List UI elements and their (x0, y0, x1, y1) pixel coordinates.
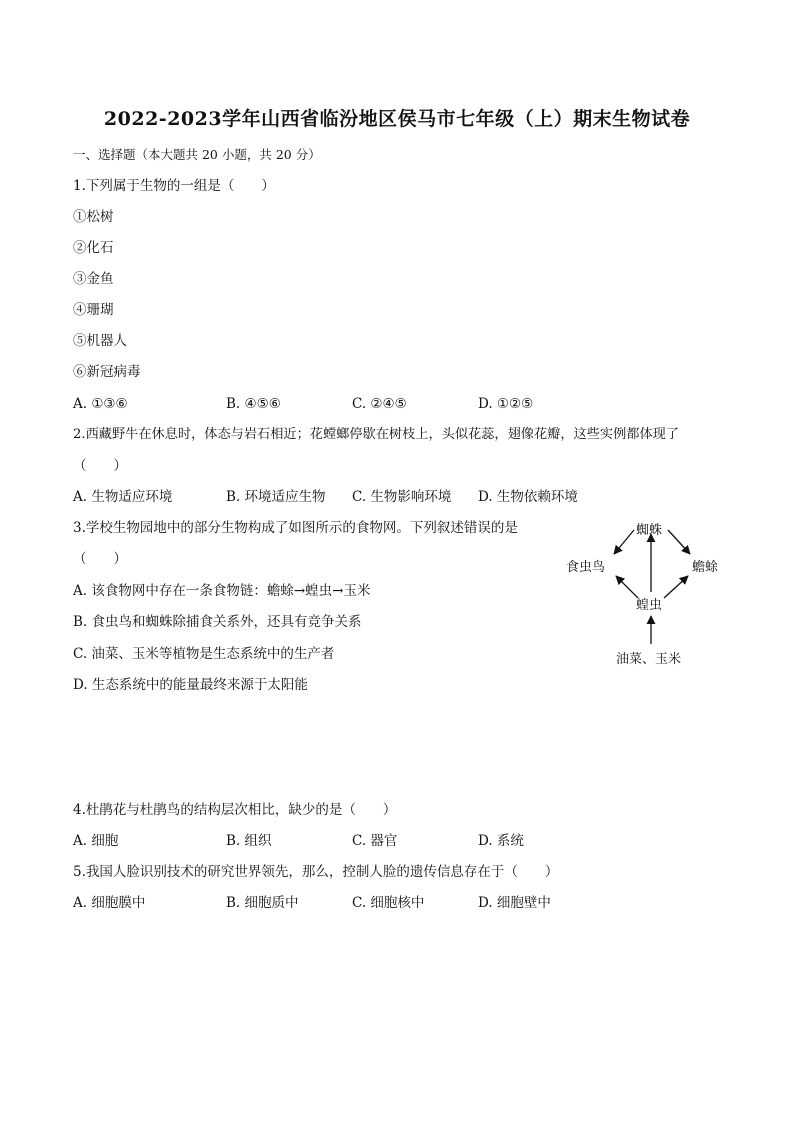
question-1-item: ⑥新冠病毒 (73, 364, 141, 380)
question-5-option-a[interactable]: A. 细胞膜中 (73, 895, 146, 911)
question-2-option-d[interactable]: D. 生物依赖环境 (478, 489, 578, 505)
question-2-stem-cont: （ ） (73, 458, 127, 474)
question-1-item: ③金鱼 (73, 271, 114, 287)
arrow-locust-to-bird (616, 576, 638, 598)
node-bird: 食虫鸟 (566, 560, 606, 575)
question-4-option-c[interactable]: C. 器官 (352, 833, 398, 849)
arrow-spider-to-bird (614, 530, 634, 554)
question-4-option-d[interactable]: D. 系统 (478, 833, 524, 849)
question-5-option-b[interactable]: B. 细胞质中 (226, 895, 299, 911)
question-4-stem: 4.杜鹃花与杜鹃鸟的结构层次相比，缺少的是（ ） (73, 802, 397, 818)
question-1-option-d[interactable]: D. ①②⑤ (478, 396, 534, 412)
question-3-stem-cont: （ ） (73, 551, 127, 567)
question-1-item: ④珊瑚 (73, 302, 114, 318)
node-toad: 蟾蜍 (692, 560, 719, 575)
question-3-option-b[interactable]: B. 食虫鸟和蜘蛛除捕食关系外，还具有竞争关系 (73, 614, 362, 630)
question-1-item: ①松树 (73, 209, 114, 225)
question-2-option-b[interactable]: B. 环境适应生物 (226, 489, 326, 505)
question-2-stem: 2.西藏野牛在休息时，体态与岩石相近；花螳螂停歇在树枝上，头似花蕊，翅像花瓣，这些实例都体现了 (73, 427, 680, 442)
question-1-item: ②化石 (73, 240, 114, 256)
page-title: 2022-2023学年山西省临汾地区侯马市七年级（上）期末生物试卷 (103, 108, 691, 130)
question-4-option-a[interactable]: A. 细胞 (73, 833, 119, 849)
arrow-locust-to-toad (664, 576, 688, 598)
question-3-option-a[interactable]: A. 该食物网中存在一条食物链：蟾蜍→蝗虫→玉米 (73, 583, 371, 599)
question-3-option-c[interactable]: C. 油菜、玉米等植物是生态系统中的生产者 (73, 646, 335, 662)
food-web-diagram (560, 512, 730, 672)
arrow-spider-to-toad (668, 530, 690, 554)
question-2-option-a[interactable]: A. 生物适应环境 (73, 489, 173, 505)
question-1-stem: 1.下列属于生物的一组是（ ） (73, 178, 275, 194)
question-1-item: ⑤机器人 (73, 333, 127, 349)
question-1-option-c[interactable]: C. ②④⑤ (352, 396, 407, 412)
node-locust: 蝗虫 (636, 598, 663, 613)
node-spider: 蜘蛛 (636, 523, 663, 538)
section-heading: 一、选择题（本大题共 20 小题，共 20 分） (73, 147, 321, 162)
question-5-stem: 5.我国人脸识别技术的研究世界领先，那么，控制人脸的遗传信息存在于（ ） (73, 864, 559, 880)
node-plants: 油菜、玉米 (616, 652, 682, 667)
question-4-option-b[interactable]: B. 组织 (226, 833, 272, 849)
question-2-option-c[interactable]: C. 生物影响环境 (352, 489, 452, 505)
question-5-option-d[interactable]: D. 细胞壁中 (478, 895, 551, 911)
question-3-stem: 3.学校生物园地中的部分生物构成了如图所示的食物网。下列叙述错误的是 (73, 520, 518, 536)
question-1-option-b[interactable]: B. ④⑤⑥ (226, 396, 281, 412)
question-3-option-d[interactable]: D. 生态系统中的能量最终来源于太阳能 (73, 677, 308, 693)
question-1-option-a[interactable]: A. ①③⑥ (73, 396, 128, 412)
question-5-option-c[interactable]: C. 细胞核中 (352, 895, 425, 911)
